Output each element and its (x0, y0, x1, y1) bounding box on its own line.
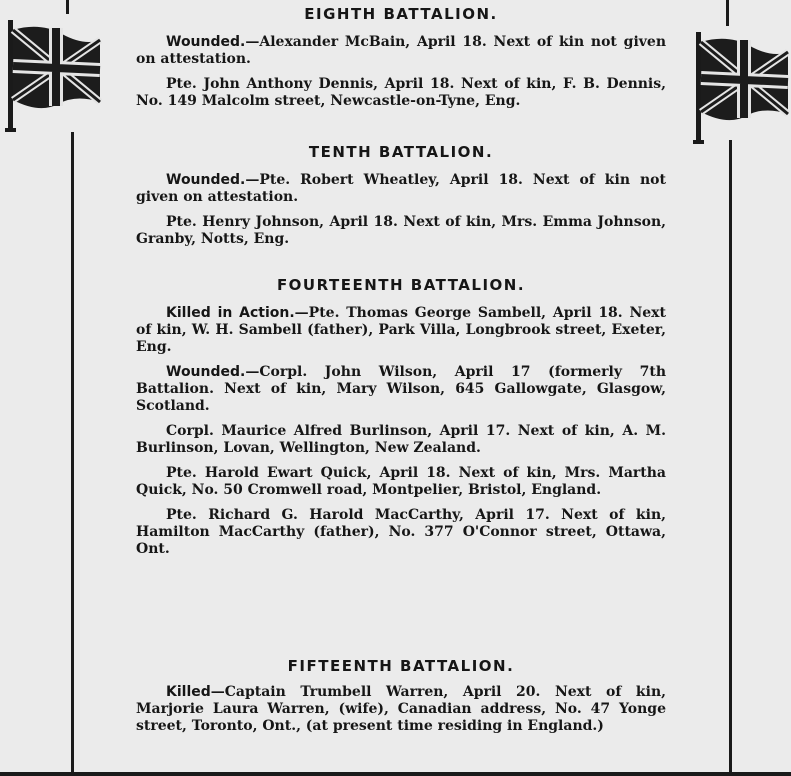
entry-text: Pte. Henry Johnson, April 18. Next of kin, Mrs. Emma Johnson, Granby, Notts, Eng. (136, 214, 666, 247)
entry-lead: Wounded. (166, 34, 246, 50)
section-fifteenth-battalion (136, 655, 666, 743)
entry-text: —Captain Trumbell Warren, April 20. Next of kin, Marjorie Laura Warren, (wife), Canadian address, No. 47 Yonge street, Toronto, Ont., (at present time residing in England.) (136, 684, 666, 734)
entry-text: —Alexander McBain, April 18. Next of kin not given on attestation. (136, 34, 666, 67)
section-heading: FIFTEENTH BATTALION. (287, 657, 515, 675)
casualty-entry (136, 76, 666, 110)
section-fourteenth-battalion (136, 274, 666, 566)
casualty-entry (136, 507, 666, 558)
entry-lead: Wounded. (166, 364, 246, 380)
top-rule-left (66, 0, 69, 14)
section-heading: FOURTEENTH BATTALION. (276, 276, 526, 294)
union-jack-flag-icon (2, 16, 104, 134)
bottom-border (0, 772, 791, 776)
top-rule-right (726, 0, 729, 26)
entry-lead: Wounded. (166, 172, 246, 188)
entry-text: Corpl. Maurice Alfred Burlinson, April 17. Next of kin, A. M. Burlinson, Lovan, Wellington, New Zealand. (136, 423, 666, 456)
section-heading: TENTH BATTALION. (308, 143, 494, 161)
section-tenth-battalion (136, 141, 666, 256)
entry-lead: Killed in Action. (166, 305, 295, 321)
entry-text: —Pte. Thomas George Sambell, April 18. Next of kin, W. H. Sambell (father), Park Villa, Longbrook street, Exeter, Eng. (136, 305, 666, 355)
column-rule-left (71, 132, 74, 776)
column-rule-right (729, 140, 732, 776)
casualty-entry (136, 364, 666, 415)
entry-text: Pte. Richard G. Harold MacCarthy, April 17. Next of kin, Hamilton MacCarthy (father), No. 377 O'Connor street, Ottawa, Ont. (136, 507, 666, 557)
union-jack-flag-icon (690, 28, 791, 146)
entry-lead: Killed (166, 684, 211, 700)
casualty-entry (136, 684, 666, 735)
entry-text: —Pte. Robert Wheatley, April 18. Next of kin not given on attestation. (136, 172, 666, 205)
casualty-entry (136, 172, 666, 206)
casualty-entry (136, 214, 666, 248)
casualty-entry (136, 465, 666, 499)
casualty-entry (136, 34, 666, 68)
entry-text: —Corpl. John Wilson, April 17 (formerly 7th Battalion. Next of kin, Mary Wilson, 645 Gallowgate, Glasgow, Scotland. (136, 364, 666, 414)
section-heading: EIGHTH BATTALION. (304, 5, 498, 23)
section-eighth-battalion (136, 3, 666, 118)
entry-text: Pte. John Anthony Dennis, April 18. Next of kin, F. B. Dennis, No. 149 Malcolm street, Newcastle-on-Tyne, Eng. (136, 76, 666, 109)
casualty-entry (136, 305, 666, 356)
casualty-entry (136, 423, 666, 457)
entry-text: Pte. Harold Ewart Quick, April 18. Next of kin, Mrs. Martha Quick, No. 50 Cromwell road, Montpelier, Bristol, England. (136, 465, 666, 498)
